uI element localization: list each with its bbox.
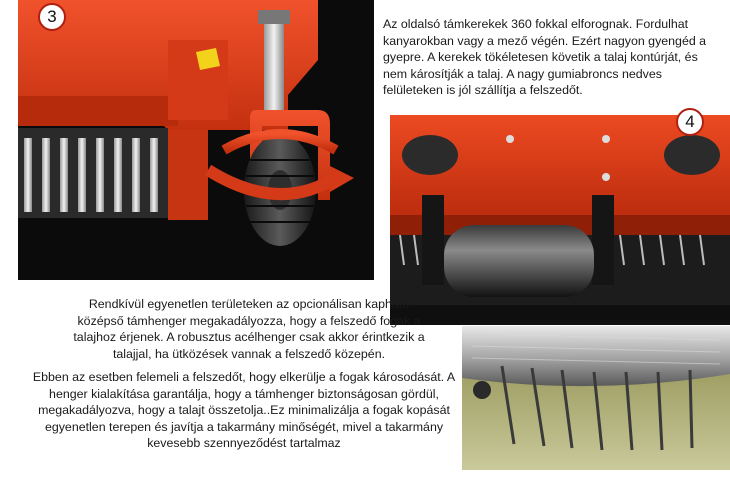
caster-wheel-illustration — [18, 0, 374, 280]
gauge-roller-illustration — [390, 115, 730, 325]
pickup-tines-illustration — [462, 326, 730, 470]
gauge-roller-detail-caption-text: Ebben az esetben felemeli a felszedőt, hogy elkerülje a fogak károsodását. A henger kialakítása garantálja, hogy a támhenger biztonságosan gördül, megakadályozva, hogy a talajt összetolja..Ez minimalizálja a fogak kopását egyenetlen terepen és javítja a takarmány minőségét, mivel a takarmány kevesebb szennyeződést tartalmaz — [32, 370, 456, 451]
photo-number-badge-3: 3 — [38, 3, 66, 31]
gauge-roller-detail-caption — [30, 369, 458, 452]
pickup-tines-photo — [462, 326, 730, 470]
gauge-roller-caption — [44, 296, 454, 362]
gauge-roller-caption-text: Rendkívül egyenetlen területeken az opcionálisan kapható középső támhenger megakadályozza, hogy a felszedő fogak a talajhoz érjenek. A robusztus acélhenger csak akkor érintkezik a talajjal, ha ütközések vannak a felszedő közepén. — [73, 297, 425, 361]
caster-wheel-caption — [383, 16, 725, 99]
caster-wheel-photo — [18, 0, 374, 280]
photo-number-badge-4: 4 — [676, 108, 704, 136]
caster-wheel-caption-text: Az oldalsó támkerekek 360 fokkal elforognak. Fordulhat kanyarokban vagy a mező végén. Ezért nagyon gyengéd a gyepre. A kerekek tökéletesen követik a talaj kontúrját, és nem károsítják a talaj. A nagy gumiabroncs nedves felületeken is jól szállítja a felszedőt. — [383, 17, 707, 98]
gauge-roller-photo — [390, 115, 730, 325]
